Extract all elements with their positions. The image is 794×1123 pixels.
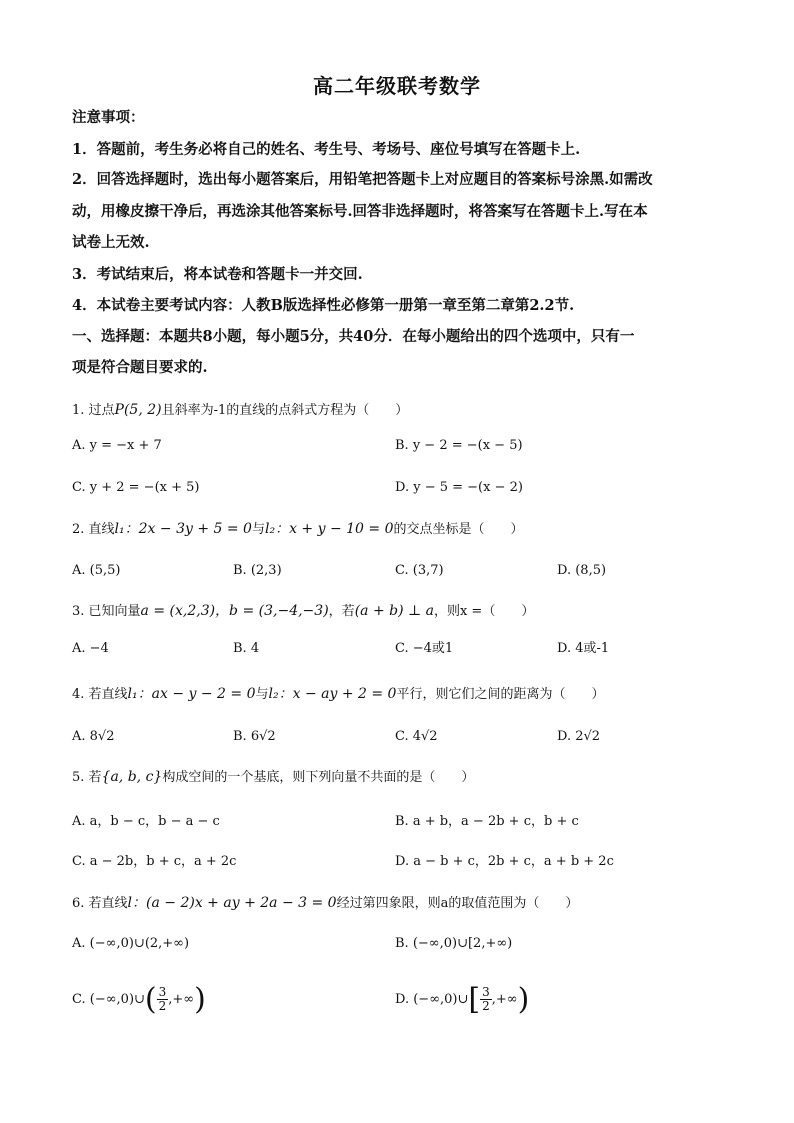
section-heading-line1: 一、选择题：本题共8小题，每小题5分，共40分．在每小题给出的四个选项中，只有一	[72, 328, 635, 345]
q3-option-d: D. 4或-1	[557, 641, 610, 656]
q2-option-d: D. (8,5)	[557, 563, 607, 578]
q4-stem-post: 平行，则它们之间的距离为（ ）	[396, 687, 605, 702]
q6-c-close-paren: )	[194, 982, 206, 1017]
q6-option-d-prefix: D. (−∞,0)∪	[395, 992, 469, 1007]
notice-item-2: 2．回答选择题时，选出每小题答案后，用铅笔把答题卡上对应题目的答案标号涂黑.如需改	[72, 171, 653, 188]
q5-option-d: D. a − b + c，2b + c，a + b + 2c	[395, 854, 614, 869]
q1-stem-post: 且斜率为-1的直线的点斜式方程为（ ）	[161, 403, 409, 418]
q6-d-close-paren: )	[517, 982, 530, 1017]
q3-stem-mid: ，若	[328, 604, 355, 619]
q4-stem-math2: l₂：x − ay + 2 = 0	[268, 686, 397, 702]
q2-option-b: B. (2,3)	[233, 563, 282, 578]
q4-option-b: B. 6√2	[233, 729, 276, 744]
q6-c-frac-den: 2	[158, 999, 167, 1013]
q6-option-a: A. (−∞,0)∪(2,+∞)	[72, 936, 190, 951]
q1-option-c: C. y + 2 = −(x + 5)	[72, 480, 200, 495]
q1-stem-math: P(5, 2)	[114, 402, 162, 418]
q6-stem-math: l：(a − 2)x + ay + 2a − 3 = 0	[127, 895, 337, 911]
q2-stem-pre: 2. 直线	[72, 522, 115, 537]
q6-c-open-paren: (	[144, 982, 157, 1017]
q3-option-a: A. −4	[72, 641, 109, 656]
q2-stem-post: 的交点坐标是（ ）	[393, 522, 524, 537]
q1-stem-pre: 1. 过点	[72, 403, 115, 418]
q6-d-open-bracket: [	[468, 982, 481, 1017]
q1-option-b: B. y − 2 = −(x − 5)	[395, 438, 523, 453]
q6-option-b: B. (−∞,0)∪[2,+∞)	[395, 936, 513, 951]
notice-item-2-cont: 动，用橡皮擦干净后，再选涂其他答案标号.回答非选择题时，将答案写在答题卡上.写在本	[72, 203, 648, 220]
q6-c-fraction	[157, 986, 169, 1013]
q6-c-tail: ,+∞	[168, 992, 195, 1007]
q6-stem-pre: 6. 若直线	[72, 896, 128, 911]
q4-stem-math: l₁：ax − y − 2 = 0	[127, 686, 256, 702]
question-2	[72, 519, 524, 540]
q6-d-frac-num: 3	[482, 985, 490, 999]
q2-option-a: A. (5,5)	[72, 563, 121, 578]
section-heading-line2: 项是符合题目要求的.	[72, 359, 208, 376]
q6-option-c-prefix: C. (−∞,0)∪	[72, 992, 145, 1007]
notice-heading: 注意事项：	[72, 109, 145, 126]
q3-stem-pre: 3. 已知向量	[72, 604, 141, 619]
q2-stem-mid: 与	[251, 522, 265, 537]
q6-d-tail: ,+∞	[491, 992, 518, 1007]
q6-option-c	[72, 982, 206, 1017]
question-5	[72, 767, 474, 788]
q1-option-d: D. y − 5 = −(x − 2)	[395, 480, 523, 495]
q4-option-d: D. 2√2	[557, 729, 601, 744]
question-1	[72, 400, 408, 421]
q3-stem-post: ，则x =（ ）	[433, 604, 535, 619]
q5-option-c: C. a − 2b，b + c，a + 2c	[72, 854, 237, 869]
q5-option-a: A. a，b − c，b − a − c	[72, 814, 220, 829]
q5-stem-math: {a, b, c}	[101, 769, 163, 785]
q6-d-frac-den: 2	[482, 999, 490, 1013]
q4-stem-mid: 与	[255, 687, 269, 702]
question-3	[72, 601, 534, 622]
q3-option-c: C. −4或1	[395, 641, 454, 656]
notice-item-3: 3．考试结束后，将本试卷和答题卡一并交回.	[72, 266, 363, 283]
q4-stem-pre: 4. 若直线	[72, 687, 128, 702]
q6-c-frac-num: 3	[158, 985, 167, 999]
q3-stem-math: a = (x,2,3)，b = (3,−4,−3)	[140, 603, 329, 619]
q6-d-fraction	[480, 986, 492, 1013]
question-4	[72, 684, 604, 705]
q2-stem-math2: l₂：x + y − 10 = 0	[264, 521, 394, 537]
q2-option-c: C. (3,7)	[395, 563, 444, 578]
q3-stem-math2: (a + b) ⊥ a	[354, 603, 434, 619]
q6-stem-post: 经过第四象限，则a的取值范围为（ ）	[336, 896, 579, 911]
notice-item-1: 1．答题前，考生务必将自己的姓名、考生号、考场号、座位号填写在答题卡上.	[72, 141, 581, 158]
q1-option-a: A. y = −x + 7	[72, 438, 162, 453]
question-6	[72, 893, 578, 914]
notice-item-2-end: 试卷上无效.	[72, 234, 150, 251]
notice-item-4: 4．本试卷主要考试内容：人教B版选择性必修第一册第一章至第二章第2.2节.	[72, 297, 575, 314]
q2-stem-math: l₁：2x − 3y + 5 = 0	[114, 521, 252, 537]
q3-option-b: B. 4	[233, 641, 260, 656]
q5-stem-pre: 5. 若	[72, 770, 102, 785]
q5-option-b: B. a + b，a − 2b + c，b + c	[395, 814, 579, 829]
page-title: 高二年级联考数学	[313, 74, 481, 98]
q4-option-c: C. 4√2	[395, 729, 438, 744]
q5-stem-post: 构成空间的一个基底，则下列向量不共面的是（ ）	[162, 770, 475, 785]
q4-option-a: A. 8√2	[72, 729, 115, 744]
q6-option-d	[395, 982, 530, 1017]
